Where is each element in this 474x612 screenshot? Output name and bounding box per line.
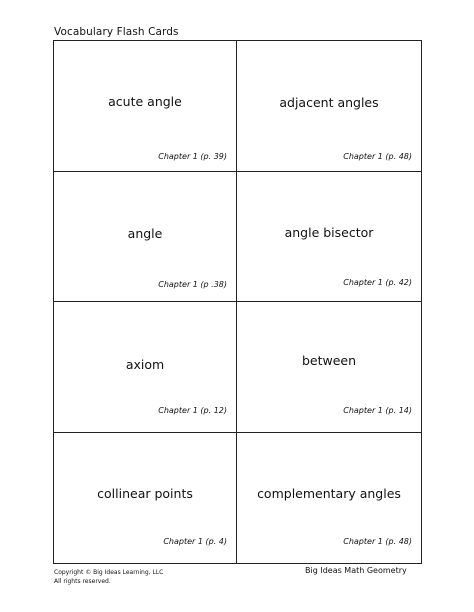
card-reference: Chapter 1 (p. 48) <box>343 152 412 161</box>
card-reference: Chapter 1 (p. 14) <box>343 406 412 415</box>
flash-card <box>237 172 421 302</box>
card-term: acute angle <box>108 94 182 109</box>
flash-card <box>54 41 237 172</box>
flash-card-grid <box>53 40 422 564</box>
card-term: adjacent angles <box>279 95 379 110</box>
card-term: angle <box>127 226 163 241</box>
flash-card <box>54 433 237 563</box>
card-reference: Chapter 1 (p. 48) <box>343 537 412 546</box>
rights-line: All rights reserved. <box>54 578 111 585</box>
card-term: between <box>301 353 357 368</box>
card-reference: Chapter 1 (p. 42) <box>343 278 412 287</box>
card-reference: Chapter 1 (p .38) <box>158 280 227 289</box>
card-term: complementary angles <box>257 486 401 501</box>
card-reference: Chapter 1 (p. 39) <box>158 152 227 161</box>
flash-card <box>237 433 421 563</box>
copyright-notice <box>54 568 163 586</box>
card-term: collinear points <box>97 486 193 501</box>
card-term: axiom <box>125 357 165 372</box>
page-title: Vocabulary Flash Cards <box>54 26 179 38</box>
copyright-line: Copyright © Big Ideas Learning, LLC <box>54 569 164 576</box>
card-reference: Chapter 1 (p. 4) <box>163 537 227 546</box>
flash-card <box>54 302 237 433</box>
flash-card <box>237 41 421 172</box>
book-title: Big Ideas Math Geometry <box>305 566 407 575</box>
card-term: angle bisector <box>284 225 374 240</box>
flash-card <box>237 302 421 433</box>
card-reference: Chapter 1 (p. 12) <box>158 406 227 415</box>
flash-card <box>54 172 237 302</box>
